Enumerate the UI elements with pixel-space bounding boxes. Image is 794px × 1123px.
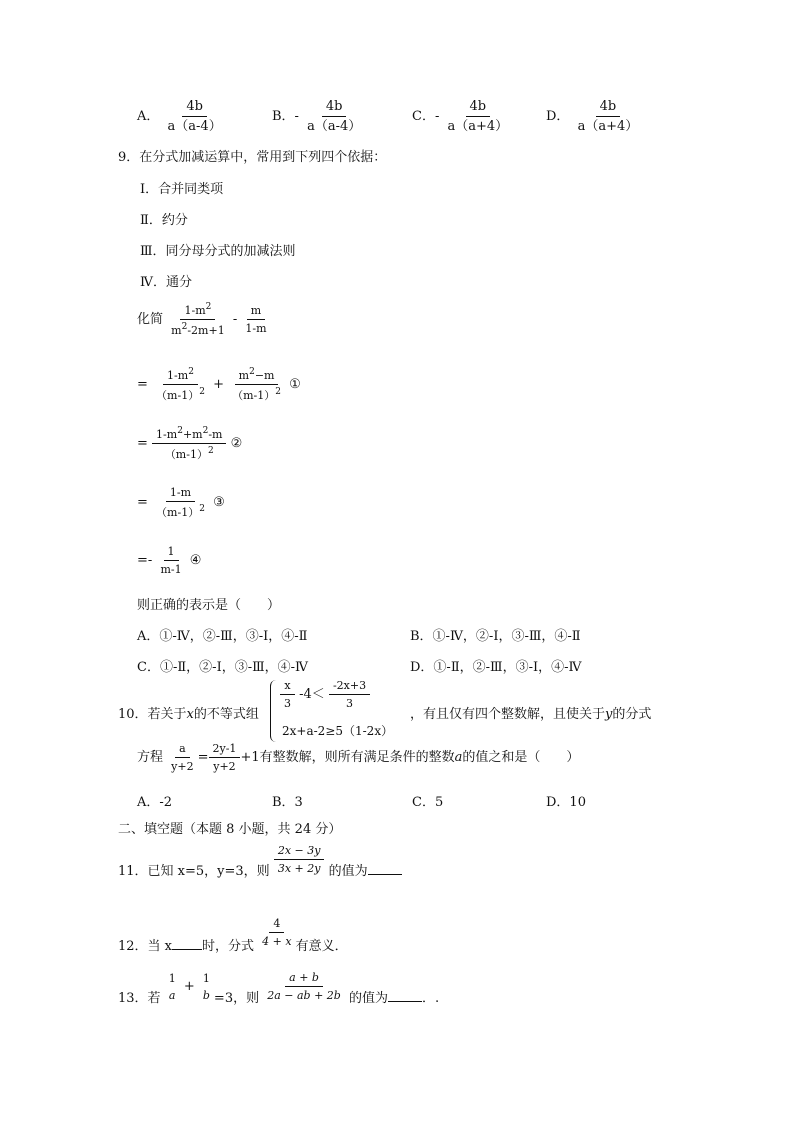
q10-line-1-prefix: 10．若关于x的不等式组 bbox=[118, 707, 259, 722]
q12: 12．当 x 时，分式 $\frac{4}{4 + x}$ 有意义． bbox=[118, 917, 348, 954]
q9-step1-fraction-2: $\frac{m^2-m}{(m-1)^2}$ bbox=[232, 367, 282, 402]
q9-step-4: =- $\frac{1}{m-1}$ ④ bbox=[137, 545, 202, 576]
q10-variable-y: y bbox=[605, 707, 613, 722]
q9-simplify-label: 化简 bbox=[137, 312, 164, 327]
q9-step-3: = $\frac{1-m}{(m-1)^2}$ ③ bbox=[137, 486, 225, 519]
q9-stem: 9．在分式加减运算中，常用到下列四个依据： bbox=[118, 150, 387, 165]
q13: 13．若 1 a + 1 b =3，则 $\frac{a + b}{2a - ab + 2b}$ 的值为 ．. bbox=[118, 971, 440, 1006]
q13-fraction-2: 1 b bbox=[202, 971, 210, 1002]
q8-option-a-label: A． bbox=[137, 109, 160, 124]
q9-option-d[interactable]: D．①-Ⅱ，②-Ⅲ，③-Ⅰ，④-Ⅳ bbox=[410, 660, 582, 675]
q8-option-d[interactable] bbox=[546, 100, 642, 133]
q8-option-c-fraction: $\frac{4b}{a(a+4)}$ bbox=[447, 99, 509, 134]
q8-option-b-label: B．- bbox=[272, 109, 299, 124]
q13-fraction-1: 1 a bbox=[168, 971, 176, 1002]
q9-option-b[interactable]: B．①-Ⅳ，②-Ⅰ，③-Ⅲ，④-Ⅱ bbox=[410, 629, 581, 644]
q9-step4-fraction: $\frac{1}{m-1}$ bbox=[160, 545, 182, 576]
q10-line-1-suffix: ，有且仅有四个整数解，且使关于y的分式 bbox=[410, 707, 652, 722]
q9-item-2: Ⅱ．约分 bbox=[140, 213, 188, 228]
q8-option-a-fraction: $\frac{4b}{a(a-4)}$ bbox=[167, 99, 222, 134]
q11-fraction: $\frac{2x - 3y}{3x + 2y}$ bbox=[274, 845, 325, 874]
q10-line-2: 方程 $\frac{a}{y+2}$ = $\frac{2y-1}{y+2}$ +1有整数解，则所有满足条件的整数a的值之和是（ ） bbox=[137, 742, 580, 773]
q8-option-c-label: C．- bbox=[412, 109, 440, 124]
q9-expr-fraction-1: $\frac{1-m^2}{m^2-2m+1}$ bbox=[171, 302, 225, 337]
q9-expr-fraction-2: $\frac{m}{1-m}$ bbox=[245, 304, 267, 335]
q9-step3-fraction: $\frac{1-m}{(m-1)^2}$ bbox=[156, 486, 205, 519]
q9-step-1: = $\frac{1-m^2}{(m-1)^2}$ + $\frac{m^2-m}{(m-1)^2}$ ① bbox=[137, 367, 301, 402]
q10-variable-a: a bbox=[454, 750, 463, 765]
q10-inequality-2: 2x+a-2≥5（1-2x） bbox=[282, 724, 394, 738]
q12-answer-blank[interactable] bbox=[172, 949, 202, 950]
q10-option-c[interactable]: C．5 bbox=[412, 795, 444, 810]
q10-system-brace bbox=[270, 680, 277, 742]
q8-option-a[interactable] bbox=[137, 100, 226, 133]
q13-answer-blank[interactable] bbox=[388, 1001, 422, 1002]
q9-expr-minus: - bbox=[232, 312, 238, 327]
q8-option-d-fraction: $\frac{4b}{a(a+4)}$ bbox=[577, 99, 639, 134]
q10-option-a[interactable]: A．-2 bbox=[137, 795, 173, 810]
q8-option-b-fraction: $\frac{4b}{a(a-4)}$ bbox=[307, 99, 362, 134]
q9-question: 则正确的表示是（ ） bbox=[137, 598, 281, 613]
q9-item-4: Ⅳ．通分 bbox=[140, 275, 192, 290]
q8-option-c[interactable] bbox=[412, 100, 512, 133]
q9-option-c[interactable]: C．①-Ⅱ，②-Ⅰ，③-Ⅲ，④-Ⅳ bbox=[137, 660, 309, 675]
q9-step1-marker: ① bbox=[289, 377, 301, 392]
q13-fraction-3: $\frac{a + b}{2a - ab + 2b}$ bbox=[267, 971, 341, 1002]
q9-step-2: = $\frac{1-m^2+m^2-m}{(m-1)^2}$ ② bbox=[137, 426, 243, 461]
q9-item-1: Ⅰ．合并同类项 bbox=[140, 182, 224, 197]
q9-step2-fraction: $\frac{1-m^2+m^2-m}{(m-1)^2}$ bbox=[152, 427, 226, 460]
q9-step4-marker: ④ bbox=[189, 553, 202, 568]
q9-step2-marker: ② bbox=[230, 436, 243, 451]
q10-inequality-1: $\frac{x}{3}$ -4＜ $\frac{-2x+3}{3}$ bbox=[280, 680, 370, 709]
q8-option-d-label: D． bbox=[546, 109, 570, 124]
q10-option-b[interactable]: B．3 bbox=[272, 795, 303, 810]
q10-option-d[interactable]: D．10 bbox=[546, 795, 586, 810]
q9-option-a[interactable]: A．①-Ⅳ，②-Ⅲ，③-Ⅰ，④-Ⅱ bbox=[137, 629, 308, 644]
q9-expression bbox=[137, 303, 271, 336]
q9-step3-marker: ③ bbox=[213, 495, 225, 510]
q10-variable-x: x bbox=[186, 707, 194, 722]
q9-item-3: Ⅲ．同分母分式的加减法则 bbox=[140, 244, 296, 259]
q11: 11．已知 x=5，y=3，则 $\frac{2x - 3y}{3x + 2y}$ 的值为 bbox=[118, 845, 402, 874]
section-2-title: 二、填空题（本题 8 小题，共 24 分） bbox=[118, 822, 342, 837]
q8-option-b[interactable] bbox=[272, 100, 365, 133]
q12-fraction: $\frac{4}{4 + x}$ bbox=[262, 917, 292, 948]
q9-step1-fraction-1: $\frac{1-m^2}{(m-1)^2}$ bbox=[156, 367, 205, 402]
q11-answer-blank[interactable] bbox=[368, 874, 402, 875]
